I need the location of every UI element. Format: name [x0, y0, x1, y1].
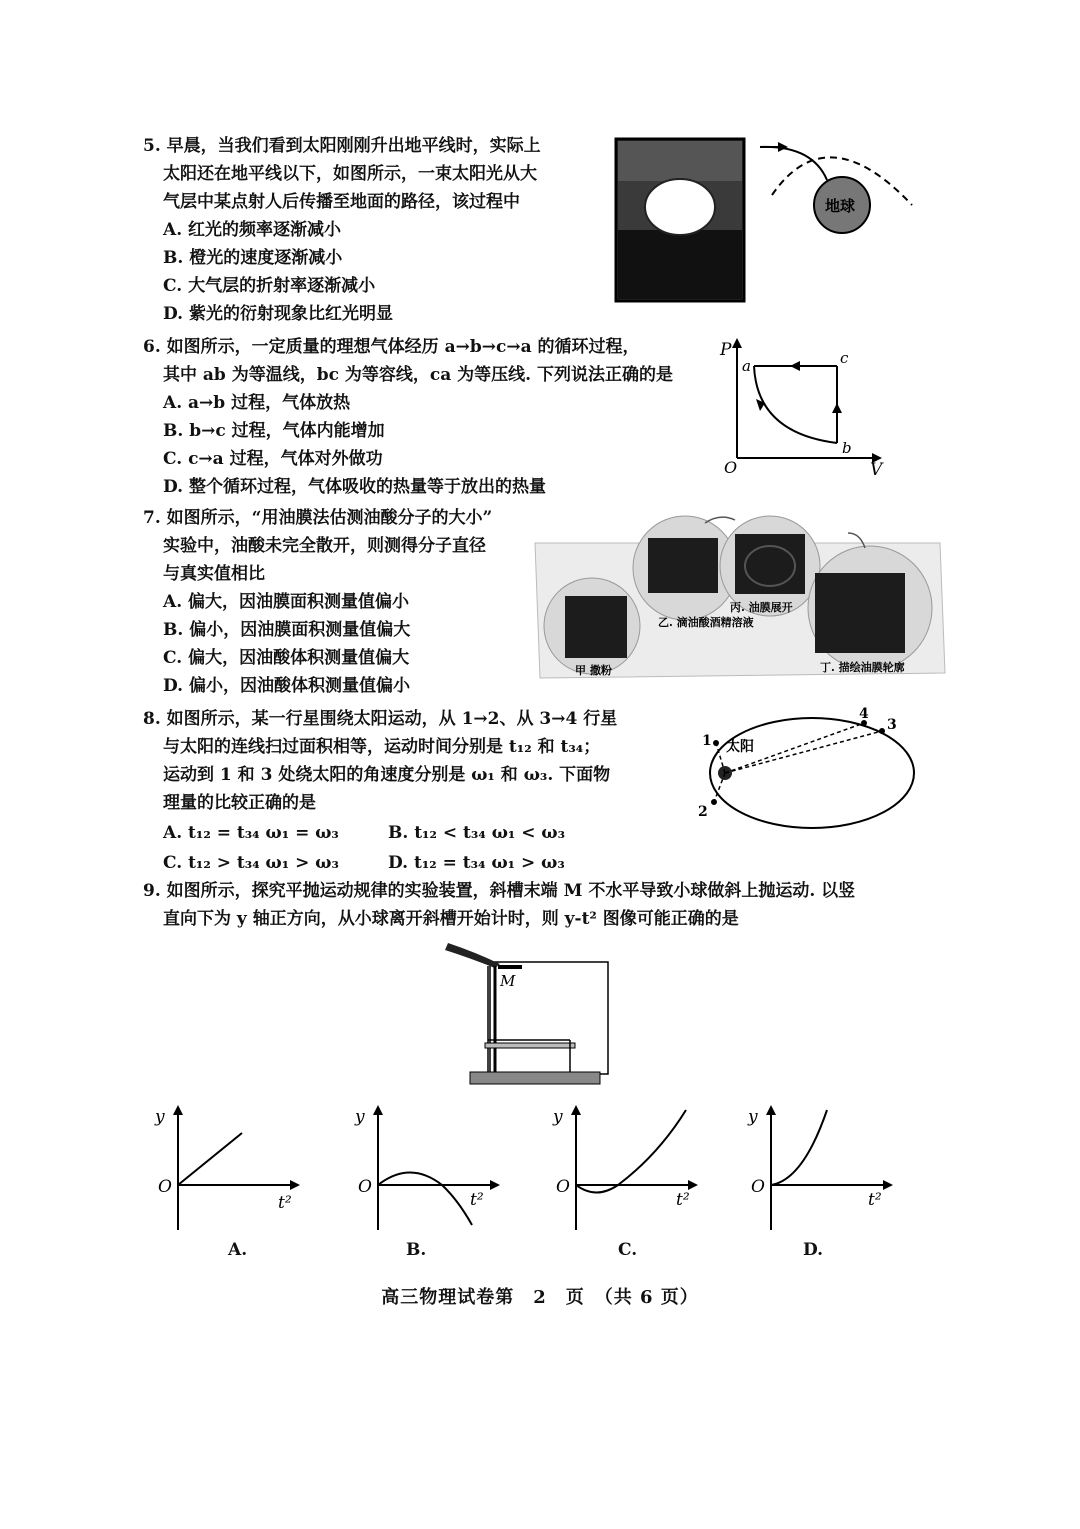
origin-label: O	[724, 458, 738, 477]
q7-figure	[530, 508, 950, 688]
point-4: 4	[859, 706, 869, 722]
graph-a-x: t²	[278, 1193, 292, 1213]
graph-c-label: C.	[618, 1240, 638, 1260]
q5-option-d: D. 紫光的衍射现象比红光明显	[163, 304, 393, 324]
q8-option-c: C. t₁₂ > t₃₄ ω₁ > ω₃	[163, 853, 339, 873]
graph-d-x: t²	[868, 1190, 882, 1210]
q8-option-b: B. t₁₂ < t₃₄ ω₁ < ω₃	[388, 823, 566, 843]
caption-ding: 丁. 描绘油膜轮廓	[820, 661, 905, 674]
q8-line-1: 8. 如图所示，某一行星围绕太阳运动，从 1→2、从 3→4 行星	[143, 709, 618, 729]
graph-d-label: D.	[803, 1240, 824, 1260]
q8-line-3: 运动到 1 和 3 处绕太阳的角速度分别是 ω₁ 和 ω₃. 下面物	[163, 765, 611, 785]
curve-c	[576, 1110, 686, 1193]
sun-label: 太阳	[726, 739, 754, 755]
q8-line-4: 理量的比较正确的是	[163, 793, 316, 813]
graph-d-y: y	[748, 1107, 758, 1127]
point-a: a	[742, 357, 751, 375]
q6-option-d: D. 整个循环过程，气体吸收的热量等于放出的热量	[163, 477, 546, 497]
earth-label: 地球	[825, 197, 856, 215]
point-c: c	[840, 349, 849, 367]
graph-c-origin: O	[556, 1177, 570, 1197]
isotherm-ab	[754, 366, 837, 443]
q7-option-d: D. 偏小，因油酸体积测量值偏小	[163, 676, 410, 696]
graph-c	[548, 1100, 708, 1240]
q9-line-2: 直向下为 y 轴正方向，从小球离开斜槽开始计时，则 y-t² 图像可能正确的是	[163, 909, 739, 929]
q7-option-c: C. 偏大，因油酸体积测量值偏大	[163, 648, 410, 668]
graph-b-y: y	[355, 1107, 365, 1127]
q5-option-b: B. 橙光的速度逐渐减小	[163, 248, 343, 268]
graph-b-origin: O	[358, 1177, 372, 1197]
graph-c-y: y	[553, 1107, 563, 1127]
q5-option-a: A. 红光的频率逐渐减小	[163, 220, 342, 240]
graph-b	[350, 1100, 510, 1240]
point-3: 3	[887, 717, 897, 733]
q6-line-2: 其中 ab 为等温线，bc 为等容线，ca 为等压线. 下列说法正确的是	[163, 365, 674, 385]
point-2: 2	[698, 804, 708, 820]
q6-option-b: B. b→c 过程，气体内能增加	[163, 421, 385, 441]
graph-a-label: A.	[228, 1240, 248, 1260]
graph-a	[150, 1100, 310, 1240]
q7-line-2: 实验中，油酸未完全散开，则测得分子直径	[163, 536, 486, 556]
graph-a-y: y	[155, 1107, 165, 1127]
graph-a-origin: O	[158, 1177, 172, 1197]
graph-b-label: B.	[406, 1240, 427, 1260]
point-b: b	[842, 439, 852, 457]
q9-apparatus	[440, 940, 620, 1095]
q8-line-2: 与太阳的连线扫过面积相等，运动时间分别是 t₁₂ 和 t₃₄；	[163, 737, 601, 757]
caption-bing: 丙. 油膜展开	[730, 601, 793, 614]
q7-option-a: A. 偏大，因油膜面积测量值偏小	[163, 592, 410, 612]
graph-b-x: t²	[470, 1190, 484, 1210]
q5-line-3: 气层中某点射人后传播至地面的路径，该过程中	[163, 192, 520, 212]
q7-line-1: 7. 如图所示，“用油膜法估测油酸分子的大小”	[143, 508, 493, 528]
orbit-ellipse	[710, 718, 914, 828]
m-label: M	[500, 972, 516, 990]
q5-option-c: C. 大气层的折射率逐渐减小	[163, 276, 376, 296]
q8-option-a: A. t₁₂ = t₃₄ ω₁ = ω₃	[163, 823, 339, 843]
q6-option-a: A. a→b 过程，气体放热	[163, 393, 351, 413]
chute	[445, 943, 500, 968]
curve-d	[771, 1110, 827, 1185]
q5-line-2: 太阳还在地平线以下，如图所示，一束太阳光从大	[163, 164, 537, 184]
graph-c-x: t²	[676, 1190, 690, 1210]
axis-v-label: V	[870, 460, 883, 480]
curve-b	[378, 1173, 472, 1226]
photo-jia	[565, 596, 627, 658]
caption-yi: 乙. 滴油酸酒精溶液	[658, 616, 754, 629]
point-1: 1	[702, 733, 712, 749]
curve-a	[178, 1133, 242, 1185]
q8-option-d: D. t₁₂ = t₃₄ ω₁ > ω₃	[388, 853, 565, 873]
q6-line-1: 6. 如图所示，一定质量的理想气体经历 a→b→c→a 的循环过程，	[143, 337, 640, 357]
q8-orbit-figure	[692, 705, 922, 835]
q6-pv-diagram	[712, 333, 892, 483]
light-ray	[760, 147, 827, 180]
photo-ding	[815, 573, 905, 653]
caption-jia: 甲 撒粉	[575, 664, 612, 677]
photo-yi	[648, 538, 718, 593]
sun-disc	[645, 179, 715, 235]
base	[470, 1072, 600, 1084]
q7-option-b: B. 偏小，因油膜面积测量值偏大	[163, 620, 411, 640]
q5-figure	[612, 135, 932, 310]
q6-option-c: C. c→a 过程，气体对外做功	[163, 449, 383, 469]
q5-line-1: 5. 早晨，当我们看到太阳刚刚升出地平线时，实际上	[143, 136, 541, 156]
axis-p-label: P	[720, 340, 732, 360]
graph-d	[743, 1100, 903, 1240]
graph-d-origin: O	[751, 1177, 765, 1197]
page-footer: 高三物理试卷第 2 页 （共 6 页）	[381, 1287, 699, 1308]
q7-line-3: 与真实值相比	[163, 564, 265, 584]
q9-line-1: 9. 如图所示，探究平抛运动规律的实验装置，斜槽末端 M 不水平导致小球做斜上抛运动. 以竖	[143, 881, 856, 901]
